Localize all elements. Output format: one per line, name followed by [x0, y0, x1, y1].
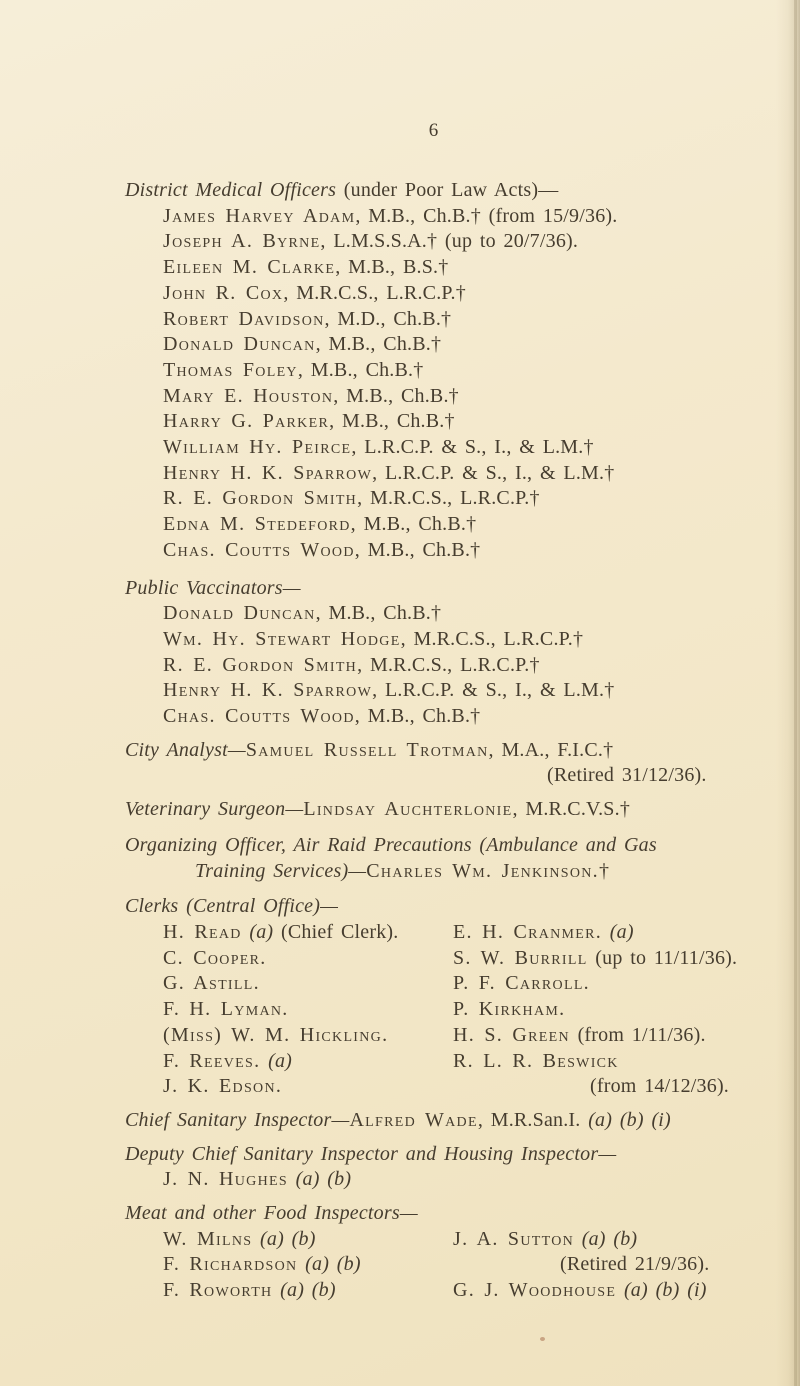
- clerk-entry: [453, 1074, 755, 1100]
- officer-entry: [163, 601, 755, 627]
- officer-credentials: , M.R.C.S., L.R.C.P.†: [400, 627, 584, 650]
- section-heading-clerks: Clerks (Central Office)—: [125, 895, 339, 918]
- clerk-row: [163, 920, 755, 946]
- inspector-note-letters: (a) (b) (i): [616, 1279, 707, 1302]
- inspector-row: [163, 1252, 755, 1278]
- officer-name: Charles Wm. Jenkinson.: [366, 859, 599, 882]
- officer-entry: [163, 704, 755, 730]
- officer-entry: [163, 384, 755, 410]
- clerk-row: [163, 971, 755, 997]
- dagger-mark: †: [598, 859, 610, 882]
- clerk-name: (Miss) W. M. Hickling.: [163, 1023, 389, 1046]
- officer-credentials: , L.R.C.P. & S., I., & L.M.†: [372, 461, 615, 484]
- officer-entry: [163, 512, 755, 538]
- officer-name: Edna M. Stedeford: [163, 513, 351, 536]
- inspector-entry: [163, 1278, 453, 1304]
- clerk-entry: [163, 997, 453, 1023]
- section-heading-deputy-chief-sanitary-inspector: Deputy Chief Sanitary Inspector and Housing Inspector—: [125, 1142, 617, 1165]
- clerk-note: (Chief Clerk).: [273, 920, 399, 943]
- officer-name: Alfred Wade: [349, 1108, 478, 1131]
- clerk-entry: [163, 1074, 453, 1100]
- section-chief-sanitary-inspector: [125, 1108, 755, 1134]
- officer-name: James Harvey Adam: [163, 204, 356, 227]
- officer-credentials: , M.R.C.S., L.R.C.P.†: [357, 653, 540, 676]
- clerk-entry: [453, 920, 755, 946]
- inspector-name: F. Roworth: [163, 1279, 273, 1302]
- officer-name: Chas. Coutts Wood: [163, 538, 355, 561]
- clerk-name: H. Read: [163, 920, 242, 943]
- officer-credentials: , M.A., F.I.C.†: [488, 738, 614, 761]
- heading-note: (under Poor Law Acts)—: [336, 179, 559, 201]
- page-number: 6: [428, 120, 439, 141]
- inspector-entry: [163, 1227, 453, 1253]
- officer-credentials: , M.R.San.I.: [477, 1108, 581, 1131]
- clerk-name: H. S. Green: [453, 1023, 570, 1046]
- officer-credentials: , M.R.C.S., L.R.C.P.†: [283, 281, 466, 304]
- clerk-entry: [163, 1023, 453, 1049]
- officer-credentials: , M.B., Ch.B.†: [329, 410, 455, 433]
- inspector-name: F. Richardson: [163, 1253, 298, 1276]
- officer-credentials: , M.B., B.S.†: [335, 256, 449, 279]
- officer-name: R. E. Gordon Smith: [163, 487, 358, 510]
- officer-credentials: , M.B., Ch.B.†: [350, 513, 477, 536]
- clerk-note-letter: (a): [602, 920, 634, 943]
- officer-name: Mary E. Houston: [163, 384, 334, 407]
- inspector-retired-note: (Retired 21/9/36).: [560, 1253, 710, 1276]
- clerk-row: [163, 1049, 755, 1075]
- officer-name: John R. Cox: [163, 281, 284, 304]
- section-city-analyst: [125, 738, 755, 764]
- officer-name: Chas. Coutts Wood: [163, 705, 355, 728]
- clerk-name: E. H. Cranmer.: [453, 920, 603, 943]
- officer-credentials: , M.R.C.V.S.†: [512, 798, 631, 821]
- inspector-note-letters: (a) (b): [252, 1227, 316, 1250]
- officer-credentials: , M.B., Ch.B.† (from 15/9/36).: [355, 204, 618, 227]
- section-heading-organizing-officer-line1: Organizing Officer, Air Raid Precautions (Ambulance and Gas: [125, 833, 657, 856]
- officer-entry: [163, 1167, 755, 1193]
- inspector-row: [163, 1227, 755, 1253]
- officer-entry: [163, 678, 755, 704]
- clerk-name: R. L. R. Beswick: [453, 1049, 619, 1072]
- inspector-entry: [453, 1278, 755, 1304]
- city-analyst-retired-note: (Retired 31/12/36).: [547, 764, 707, 787]
- clerk-name: G. Astill.: [163, 972, 260, 995]
- officer-name: J. N. Hughes: [163, 1168, 288, 1191]
- officer-name: Robert Davidson: [163, 307, 325, 330]
- inspector-entry: [453, 1227, 755, 1253]
- page-content: [125, 178, 755, 1304]
- clerk-continuation-note: (from 14/12/36).: [590, 1075, 730, 1098]
- heading-title: District Medical Officers: [125, 179, 337, 201]
- clerk-entry: [453, 946, 755, 972]
- officer-name: Thomas Foley: [163, 358, 298, 381]
- heading-title: Chief Sanitary Inspector—: [125, 1108, 350, 1131]
- inspector-name: W. Milns: [163, 1227, 253, 1250]
- clerk-note-letter: (a): [241, 920, 274, 943]
- officer-name: Donald Duncan: [163, 333, 316, 356]
- heading-title: Veterinary Surgeon—: [125, 798, 304, 821]
- clerk-entry: [163, 1049, 453, 1075]
- officer-credentials: , L.R.C.P. & S., I., & L.M.†: [351, 436, 594, 459]
- officer-entry: [163, 653, 755, 679]
- page-edge-line: [794, 0, 797, 1386]
- officer-credentials: , M.R.C.S., L.R.C.P.†: [357, 487, 540, 510]
- officer-entry: [163, 358, 755, 384]
- officer-name: Henry H. K. Sparrow: [163, 461, 373, 484]
- inspector-name: G. J. Woodhouse: [453, 1279, 617, 1302]
- officer-name: Wm. Hy. Stewart Hodge: [163, 627, 401, 650]
- clerk-entry: [163, 946, 453, 972]
- officer-credentials: , M.B., Ch.B.†: [315, 333, 442, 356]
- clerk-entry: [453, 971, 755, 997]
- clerk-note: (from 1/11/36).: [569, 1023, 706, 1046]
- officer-name: Eileen M. Clarke: [163, 256, 336, 279]
- officer-credentials: , M.B., Ch.B.†: [315, 602, 442, 625]
- officer-credentials: , L.R.C.P. & S., I., & L.M.†: [372, 679, 615, 702]
- officer-entry: [163, 486, 755, 512]
- clerk-name: C. Cooper.: [163, 946, 267, 969]
- clerk-name: S. W. Burrill: [453, 946, 588, 969]
- inspector-note-letters: (a) (b): [574, 1227, 638, 1250]
- clerk-entry: [453, 1023, 755, 1049]
- officer-entry: [163, 435, 755, 461]
- officer-credentials: , M.B., Ch.B.†: [297, 358, 424, 381]
- clerk-row: [163, 1074, 755, 1100]
- officer-credentials: , M.B., Ch.B.†: [354, 538, 481, 561]
- clerk-entry: [163, 920, 453, 946]
- officer-credentials: , M.D., Ch.B.†: [324, 307, 452, 330]
- officer-name: Lindsay Auchterlonie: [303, 798, 513, 821]
- officer-name: Harry G. Parker: [163, 410, 330, 433]
- section-heading-public-vaccinators: Public Vaccinators—: [125, 576, 301, 599]
- officer-entry: [163, 204, 755, 230]
- section-heading-meat-food-inspectors: Meat and other Food Inspectors—: [125, 1202, 418, 1225]
- clerk-entry: [453, 997, 755, 1023]
- officer-entry: [163, 307, 755, 333]
- section-heading-district-medical-officers: [125, 178, 755, 204]
- clerk-row: [163, 946, 755, 972]
- clerk-name: F. H. Lyman.: [163, 998, 289, 1021]
- clerk-row: [163, 1023, 755, 1049]
- officer-entry: [163, 332, 755, 358]
- officer-credentials: , L.M.S.S.A.† (up to 20/7/36).: [320, 230, 579, 253]
- clerk-name: P. F. Carroll.: [453, 972, 590, 995]
- section-organizing-officer-line2: [195, 859, 755, 885]
- officer-note-letters: (a) (b) (i): [580, 1108, 671, 1131]
- inspector-name: J. A. Sutton: [453, 1227, 575, 1250]
- clerk-entry: [453, 1049, 755, 1075]
- officer-name: Henry H. K. Sparrow: [163, 679, 373, 702]
- paper-speck: [540, 1337, 545, 1341]
- officer-credentials: , M.B., Ch.B.†: [354, 705, 481, 728]
- officer-name: Joseph A. Byrne: [163, 230, 321, 253]
- inspector-entry: [163, 1252, 453, 1278]
- inspector-note-letters: (a) (b): [297, 1253, 361, 1276]
- inspector-note-letters: (a) (b): [272, 1279, 336, 1302]
- heading-title: Training Services)—: [195, 859, 367, 882]
- clerk-note: (up to 11/11/36).: [587, 946, 738, 969]
- clerk-note-letter: (a): [260, 1049, 293, 1072]
- officer-name: R. E. Gordon Smith: [163, 653, 358, 676]
- officer-entry: [163, 627, 755, 653]
- officer-entry: [163, 281, 755, 307]
- clerk-name: P. Kirkham.: [453, 998, 566, 1021]
- heading-title: City Analyst—: [125, 738, 246, 761]
- inspector-row: [163, 1278, 755, 1304]
- officer-entry: [163, 538, 755, 564]
- officer-name: Donald Duncan: [163, 602, 316, 625]
- officer-entry: [163, 255, 755, 281]
- officer-note-letters: (a) (b): [287, 1168, 352, 1191]
- officer-name: William Hy. Peirce: [163, 436, 352, 459]
- clerk-entry: [163, 971, 453, 997]
- clerk-row: [163, 997, 755, 1023]
- section-veterinary-surgeon: [125, 797, 755, 823]
- clerk-name: F. Reeves.: [163, 1049, 261, 1072]
- officer-name: Samuel Russell Trotman: [245, 738, 489, 761]
- officer-entry: [163, 409, 755, 435]
- officer-entry: [163, 229, 755, 255]
- clerk-name: J. K. Edson.: [163, 1075, 283, 1098]
- officer-credentials: , M.B., Ch.B.†: [333, 384, 459, 407]
- inspector-entry: [453, 1252, 755, 1278]
- officer-entry: [163, 461, 755, 487]
